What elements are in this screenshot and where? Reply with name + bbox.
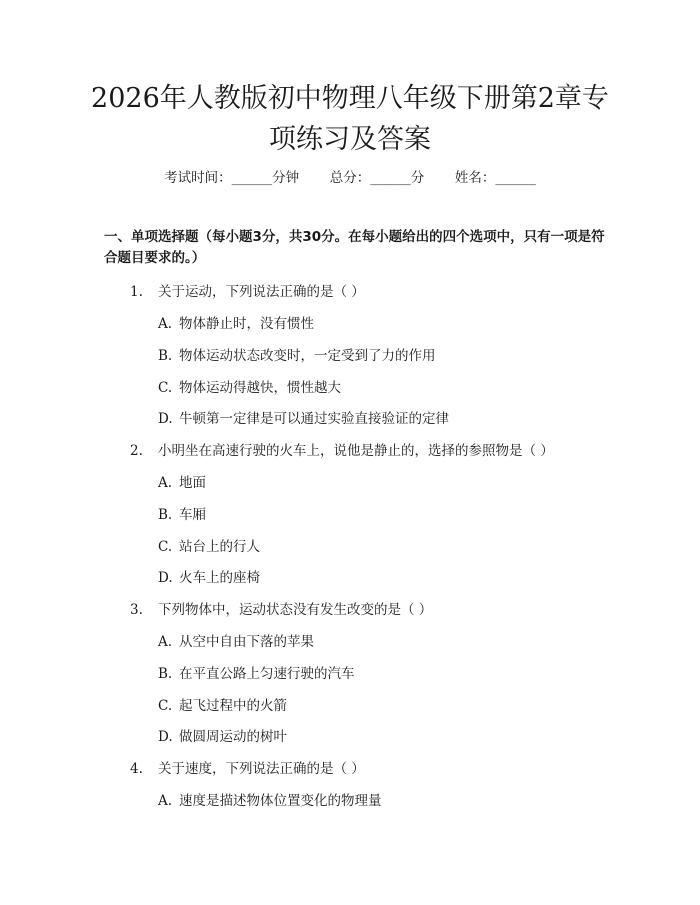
option-letter: C.	[158, 698, 173, 714]
option-text: 速度是描述物体位置变化的物理量	[179, 793, 382, 809]
option-letter: C.	[158, 380, 173, 396]
question-2-option-c	[158, 537, 260, 557]
option-letter: B.	[158, 348, 173, 364]
document-title	[60, 78, 640, 160]
option-letter: D.	[158, 570, 173, 586]
question-4	[130, 759, 365, 779]
question-1-option-c	[158, 378, 341, 398]
option-text: 地面	[179, 475, 206, 491]
option-text: 物体静止时，没有惯性	[179, 316, 314, 332]
question-1-option-a	[158, 314, 314, 334]
question-number: 1.	[130, 284, 143, 300]
question-text: 关于运动，下列说法正确的是（ ）	[158, 284, 365, 300]
option-text: 牛顿第一定律是可以通过实验直接验证的定律	[179, 411, 449, 427]
question-text: 关于速度，下列说法正确的是（ ）	[158, 761, 365, 777]
question-2-option-a	[158, 473, 206, 493]
question-1-option-b	[158, 346, 436, 366]
option-text: 火车上的座椅	[179, 570, 260, 586]
score-blank: ______	[370, 170, 411, 186]
option-text: 物体运动状态改变时，一定受到了力的作用	[179, 348, 436, 364]
score-unit: 分	[410, 170, 425, 186]
option-letter: D.	[158, 729, 173, 745]
question-3	[130, 600, 432, 620]
option-letter: D.	[158, 411, 173, 427]
score-label: 总分：	[329, 170, 371, 186]
option-text: 物体运动得越快，惯性越大	[179, 380, 341, 396]
question-2-option-b	[158, 505, 206, 525]
option-letter: A.	[158, 316, 173, 332]
exam-info-line	[0, 168, 700, 188]
question-number: 4.	[130, 761, 143, 777]
question-number: 3.	[130, 602, 143, 618]
question-text: 小明坐在高速行驶的火车上，说他是静止的，选择的参照物是（ ）	[158, 443, 554, 459]
option-letter: A.	[158, 475, 173, 491]
question-3-option-a	[158, 632, 314, 652]
question-1	[130, 282, 365, 302]
time-blank: ______	[231, 170, 273, 186]
question-3-option-b	[158, 664, 355, 684]
question-1-option-d	[158, 409, 449, 429]
question-number: 2.	[130, 443, 143, 459]
option-text: 起飞过程中的火箭	[179, 698, 287, 714]
name-label: 姓名：	[454, 170, 496, 186]
option-letter: C.	[158, 539, 173, 555]
option-text: 站台上的行人	[179, 539, 260, 555]
question-text: 下列物体中，运动状态没有发生改变的是（ ）	[158, 602, 433, 618]
option-letter: B.	[158, 666, 173, 682]
question-3-option-c	[158, 696, 287, 716]
option-text: 做圆周运动的树叶	[179, 729, 287, 745]
option-letter: B.	[158, 507, 173, 523]
section-heading: 一、单项选择题（每小题3分，共30分。在每小题给出的四个选项中，只有一项是符合题目要求的。）	[104, 229, 605, 266]
question-2	[130, 441, 554, 461]
question-4-option-a	[158, 791, 382, 811]
title-line-1: 2026年人教版初中物理八年级下册第2章专	[91, 83, 609, 114]
option-text: 从空中自由下落的苹果	[179, 634, 314, 650]
question-3-option-d	[158, 727, 287, 747]
option-text: 车厢	[179, 507, 206, 523]
option-letter: A.	[158, 793, 173, 809]
time-unit: 分钟	[272, 170, 300, 186]
option-letter: A.	[158, 634, 173, 650]
name-blank: ______	[495, 170, 536, 186]
option-text: 在平直公路上匀速行驶的汽车	[179, 666, 355, 682]
title-line-2: 项练习及答案	[269, 124, 431, 155]
question-2-option-d	[158, 568, 260, 588]
time-label: 考试时间：	[164, 170, 232, 186]
